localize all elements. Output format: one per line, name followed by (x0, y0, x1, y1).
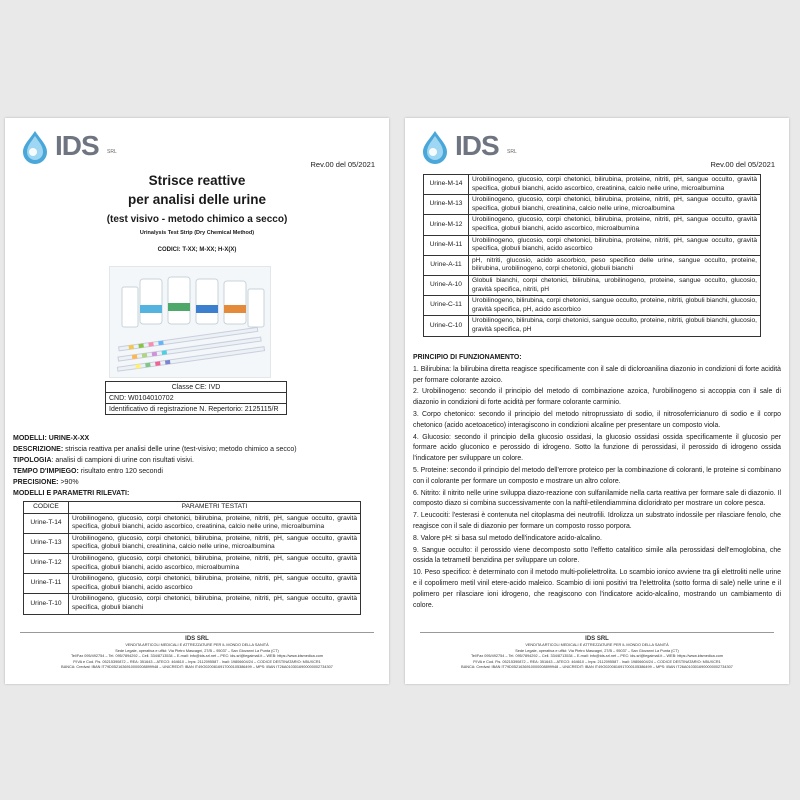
model-params: Urobilinogeno, glucosio, corpi chetonici, bilirubina, proteine, nitriti, pH, sangue occulto, gravità specifica, globuli bianchi, acido ascorbico, creatinina, calcio nelle urine, microalbumina (469, 175, 761, 195)
table-row (424, 296, 761, 316)
principle-heading: PRINCIPIO DI FUNZIONAMENTO: (413, 354, 522, 361)
model-params: Urobilinogeno, glucosio, corpi chetonici, bilirubina, proteine, nitriti, pH, sangue occulto, gravità specifica, globuli bianchi, acido ascorbico, microalbumina (69, 553, 361, 573)
model-code: Urine-M-14 (424, 175, 469, 195)
model-params: Urobilinogeno, bilirubina, corpi chetonici, sangue occulto, proteine, nitriti, globuli bianchi, glucosio, gravità specifica, pH, acido ascorbico (469, 296, 761, 316)
table-row (424, 195, 761, 215)
table-row (24, 513, 361, 533)
page-footer (5, 632, 389, 671)
principle-item: 8. Valore pH: si basa sul metodo dell'indicatore acido-alcalino. (413, 534, 602, 542)
logo-sub: SRL (107, 149, 117, 155)
document-page-left (5, 118, 389, 684)
prec-label: PRECISIONE: (13, 479, 59, 486)
descr-text: striscia reattiva per analisi delle urine (test-visivo; metodo chimico a secco) (65, 446, 297, 453)
model-code: Urine-T-10 (24, 594, 69, 614)
logo-text: IDS (455, 130, 499, 161)
models-table-right (423, 174, 761, 337)
model-code: Urine-C-11 (424, 296, 469, 316)
model-params: Urobilinogeno, glucosio, corpi chetonici, bilirubina, proteine, nitriti, pH, sangue occulto, gravità specifica, globuli bianchi, acido ascorbico (469, 235, 761, 255)
modelli-label: MODELLI: URINE-X-XX (13, 435, 90, 442)
model-code: Urine-T-12 (24, 553, 69, 573)
table-row (424, 275, 761, 295)
table-header-row (24, 502, 361, 514)
model-params: pH, nitriti, glucosio, acido ascorbico, peso specifico delle urine, sangue occulto, proteine, bilirubina, urobilinogeno, corpi chetonici, globuli bianchi (469, 255, 761, 275)
table-row (424, 175, 761, 195)
model-code: Urine-A-10 (424, 275, 469, 295)
tempo-text: risultato entro 120 secondi (80, 468, 163, 475)
footer-line4: P.IVA e Cod. Fis. 05215390872 – REA: 351643 – ATECO: 464610 – Inps: 2112095587 - Inail: 19806604/24 – CODICE DESTINATARIO: M5UXCR1 (473, 659, 721, 664)
principle-item: 7. Leucociti: l'esterasi è contenuta nel citoplasma dei neutrofili. Idrolizza un substrato indossile per rilasciare fenolo, che reagisce con il sale di diazonio per formare un composto rosso porpora. (413, 512, 781, 530)
tempo-label: TEMPO D'IMPIEGO: (13, 468, 79, 475)
model-params: Urobilinogeno, glucosio, corpi chetonici, bilirubina, proteine, nitriti, pH, sangue occulto, gravità specifica, globuli bianchi, acido ascorbico, microalbumina (469, 215, 761, 235)
footer-line3: Tel/Fax 095/492754 – Tel. 095/7894292 – Cell. 334/8713534 – E-mail: info@ids-srl.net – PEC: ids-srl@legalmail.it – WEB: https://www.idsmedica.com (470, 654, 724, 659)
footer-line5: BANCA: Credval: IBAN IT79D0521636910000008899948 – UNICREDIT: IBAN IT49O0200816917000105386499 – MPS: IBAN IT26A0103016900000002734307 (61, 665, 333, 670)
registration-id: Identificativo di registrazione N. Repertorio: 2125115/R (109, 405, 279, 413)
doc-title-line1: Strisce reattive (148, 173, 246, 188)
table-row (24, 594, 361, 614)
model-params: Urobilinogeno, glucosio, corpi chetonici, bilirubina, proteine, nitriti, pH, sangue occulto, gravità specifica, globuli bianchi, creatinina, calcio nelle urine, microalbumina (69, 533, 361, 553)
table-row (424, 235, 761, 255)
logo-sub: SRL (507, 149, 517, 155)
product-info (13, 433, 381, 499)
model-code: Urine-T-11 (24, 574, 69, 594)
drop-logo-icon (15, 128, 55, 164)
drop-logo-icon (415, 128, 455, 164)
footer-line2: Sede Legale, operativa e uffici: Via Pietro Mascagni, 27/B – 95037 – San Giovanni La Punta (CT) (515, 648, 679, 653)
footer-company: IDS SRL (185, 636, 209, 642)
document-page-right (405, 118, 789, 684)
revision-label: Rev.00 del 05/2021 (710, 160, 775, 169)
table-row (24, 553, 361, 573)
models-table-left (23, 501, 361, 615)
classification-box (105, 381, 287, 415)
doc-title-line2: per analisi delle urine (127, 192, 267, 207)
principle-item: 10. Peso specifico: è determinato con il metodo multi-polielettrolita. Lo scambio ionico avviene tra gli elettroliti nelle urine e il copolimero metil vinil etere-acido maleico. Scambio di ioni positivi tra l'elettrolita (sotto forma di sale) nelle urine e il polimero per rilasciare ioni idrogeno, che reagiscono con l'indicatore acido-alcalino, mostrando un cambiamento di colore. (413, 569, 781, 609)
doc-english-title: Urinalysis Test Strip (Dry Chemical Method) (139, 230, 255, 236)
doc-codes: CODICI: T-XX; M-XX; H-X(X) (157, 247, 237, 253)
footer-company: IDS SRL (585, 636, 609, 642)
descr-label: DESCRIZIONE: (13, 446, 64, 453)
param-label: MODELLI E PARAMETRI RILEVATI: (13, 490, 130, 497)
product-photo (109, 266, 271, 378)
model-code: Urine-T-14 (24, 513, 69, 533)
model-code: Urine-C-10 (424, 316, 469, 336)
table-row (24, 533, 361, 553)
ids-logo (15, 128, 135, 164)
principle-item: 3. Corpo chetonico: secondo il principio del metodo nitroprussiato di sodio, il nitrosoferricianuro di sodio e il corpo chetonico (acido acetoacetico) interagiscono in condizioni alcaline per presentare un composto viola. (413, 410, 781, 429)
footer-line2: Sede Legale, operativa e uffici: Via Pietro Mascagni, 27/B – 95037 – San Giovanni La Punta (CT) (115, 648, 279, 653)
principle-item: 6. Nitrito: il nitrito nelle urine sviluppa diazo-reazione con sulfanilamide nella carta reattiva per formare sale di diazonio. Il composto diazo si combina successivamente con la naftil-etilendiammina dicloridrato per mostrare un colore pesca. (413, 489, 781, 508)
principle-item: 9. Sangue occulto: il perossido viene decomposto sotto l'effetto catalitico simile alla perossidasi dell'emoglobina, che ossida la tetrametil benzidina per sviluppare un colore. (413, 546, 781, 565)
col-header-params: PARAMETRI TESTATI (69, 502, 361, 514)
cnd-code: CND: W0104010702 (106, 393, 286, 404)
model-params: Urobilinogeno, bilirubina, corpi chetonici, sangue occulto, proteine, nitriti, globuli bianchi, glucosio, gravità specifica, pH (469, 316, 761, 336)
footer-line1: VENDITA ARTICOLI MEDICALI E ATTREZZATURE PER IL MONDO DELLA SANITÀ (525, 643, 669, 647)
table-row (424, 255, 761, 275)
tip-label: TIPOLOGIA (13, 457, 52, 464)
model-code: Urine-M-13 (424, 195, 469, 215)
operating-principle (413, 353, 781, 612)
principle-item: 5. Proteine: secondo il principio del metodo dell'errore proteico per la combinazione di coloranti, le proteine si combinano con il colorante per formare un composto e mostrare un altro colore. (413, 466, 781, 485)
model-params: Urobilinogeno, glucosio, corpi chetonici, bilirubina, proteine, nitriti, pH, sangue occulto, gravità specifica, globuli bianchi, acido ascorbico (69, 574, 361, 594)
model-code: Urine-M-12 (424, 215, 469, 235)
model-params: Globuli bianchi, corpi chetonici, bilirubina, urobilinogeno, proteine, sangue occulto, glucosio, gravità specifica, nitriti, pH (469, 275, 761, 295)
footer-line4: P.IVA e Cod. Fis. 05215390872 – REA: 351643 – ATECO: 464610 – Inps: 2112095587 - Inail: 19806604/24 – CODICE DESTINATARIO: M5UXCR1 (73, 659, 321, 664)
model-code: Urine-T-13 (24, 533, 69, 553)
tip-text: : analisi di campioni di urine con risultati visivi. (51, 457, 194, 464)
col-header-code: CODICE (24, 502, 69, 514)
principle-item: 2. Urobilinogeno: secondo il principio del metodo di combinazione azoica, l'urobilinogeno si accoppia con il sale di diazonio in condizioni di forte acidità per formare colorante carminio. (413, 388, 781, 407)
footer-line3: Tel/Fax 095/492754 – Tel. 095/7894292 – Cell. 334/8713534 – E-mail: info@ids-srl.net – PEC: ids-srl@legalmail.it – WEB: https://www.idsmedica.com (70, 654, 324, 659)
class-ce: Classe CE: IVD (106, 382, 286, 393)
footer-line5: BANCA: Credval: IBAN IT79D0521636910000008899948 – UNICREDIT: IBAN IT49O0200816917000105386499 – MPS: IBAN IT26A0103016900000002734307 (461, 665, 733, 670)
footer-line1: VENDITA ARTICOLI MEDICALI E ATTREZZATURE PER IL MONDO DELLA SANITÀ (125, 643, 269, 647)
model-params: Urobilinogeno, glucosio, corpi chetonici, bilirubina, proteine, nitriti, pH, sangue occulto, gravità specifica, globuli bianchi, acido ascorbico, creatinina, calcio nelle urine, microalbumina (69, 513, 361, 533)
principle-item: 1. Bilirubina: la bilirubina diretta reagisce specificamente con il sale di dicloroanilina diazonio in condizioni di forte acidità per formare colorante azoico. (413, 365, 781, 384)
table-row (424, 215, 761, 235)
page-footer (405, 632, 789, 671)
revision-label: Rev.00 del 05/2021 (310, 160, 375, 169)
doc-subtitle: (test visivo - metodo chimico a secco) (106, 214, 288, 225)
model-params: Urobilinogeno, glucosio, corpi chetonici, bilirubina, proteine, nitriti, pH, sangue occulto, gravità specifica, globuli bianchi (69, 594, 361, 614)
ids-logo (415, 128, 535, 164)
table-row (24, 574, 361, 594)
principle-item: 4. Glucosio: secondo il principio della glucosio ossidasi, la glucosio ossidasi ossida specificamente il glucosio per formare acido gluconico e perossido di idrogeno. Sotto la funzione di perossidasi, il perossido di idrogeno ossida l'indicatore per sviluppare un colore. (413, 433, 781, 463)
model-params: Urobilinogeno, glucosio, corpi chetonici, bilirubina, proteine, nitriti, pH, sangue occulto, gravità specifica, globuli bianchi, creatinina, calcio nelle urine, microalbumina (469, 195, 761, 215)
logo-text: IDS (55, 130, 99, 161)
table-row (424, 316, 761, 336)
prec-text: >90% (60, 479, 79, 486)
model-code: Urine-M-11 (424, 235, 469, 255)
model-code: Urine-A-11 (424, 255, 469, 275)
